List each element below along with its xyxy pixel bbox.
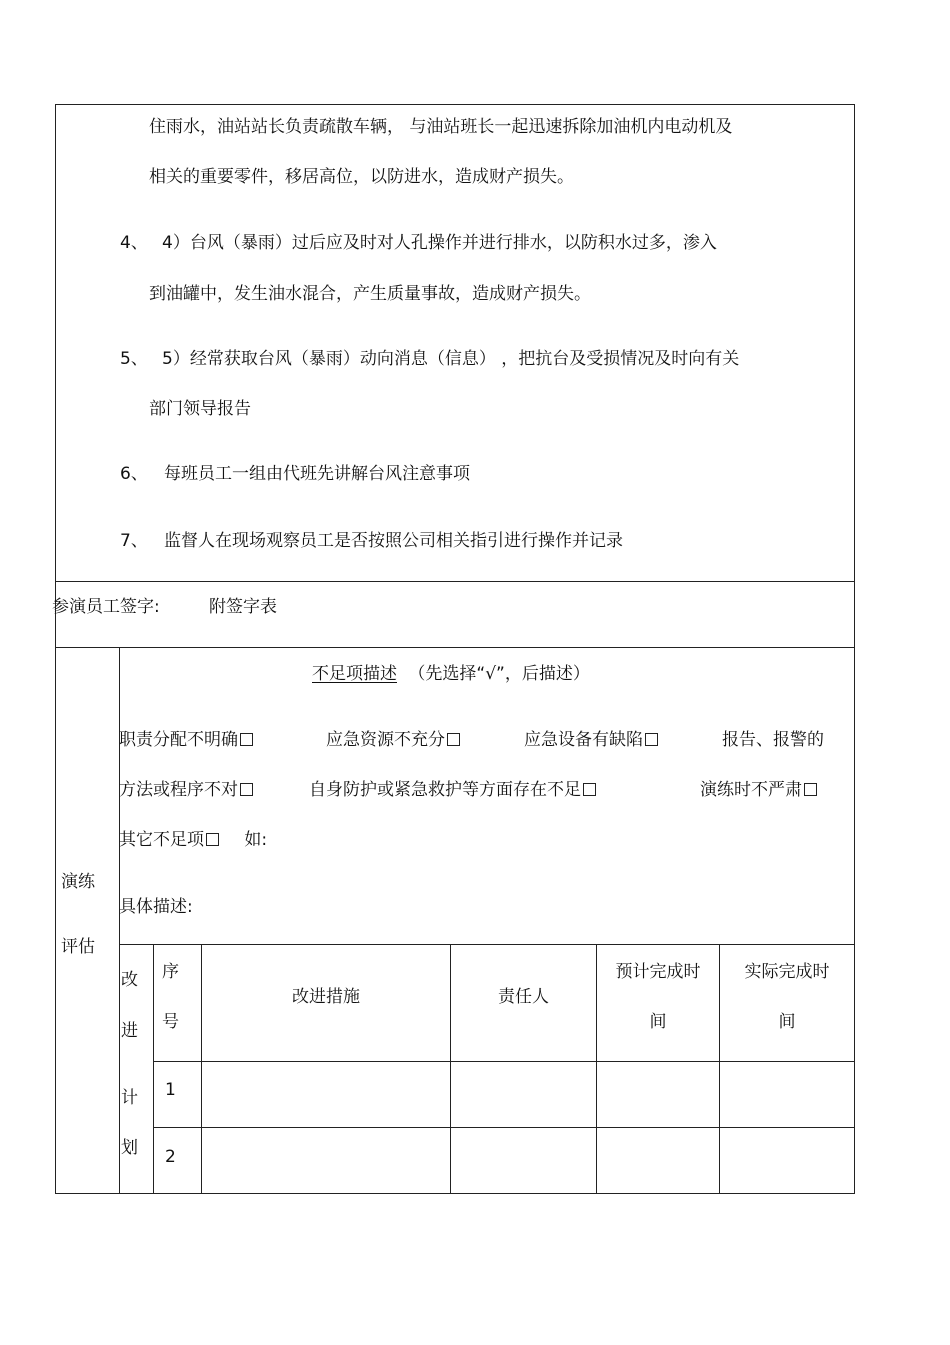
plan-header-divider	[153, 1061, 855, 1062]
row-1-owner-cell[interactable]	[458, 1080, 588, 1100]
plan-side-label-2: 进	[121, 1021, 138, 1041]
option-not-serious[interactable]	[700, 780, 817, 800]
option-reporting-method[interactable]	[119, 780, 253, 800]
option-other-label: 其它不足项	[119, 830, 204, 850]
plan-measures-divider	[450, 944, 451, 1194]
step-7-number: 7、	[120, 531, 148, 551]
table-right-border	[854, 104, 855, 1194]
option-reporting-line-1: 报告、报警的	[722, 730, 824, 750]
step-5-line-2: 部门领导报告	[149, 399, 251, 419]
step-5-number: 5、	[120, 349, 148, 369]
deficiency-title-text: 不足项描述	[312, 664, 397, 684]
header-planned-line-2: 间	[649, 1012, 667, 1032]
row-1-actual-cell[interactable]	[727, 1080, 847, 1100]
option-equipment-defects[interactable]	[524, 730, 658, 750]
step-4-number: 4、	[120, 233, 148, 253]
row-1-seq: 1	[165, 1080, 176, 1100]
option-equipment-defects-checkbox[interactable]	[645, 733, 658, 746]
header-measures: 改进措施	[292, 987, 360, 1007]
steps-row-divider	[55, 581, 855, 582]
option-insufficient-resources-checkbox[interactable]	[447, 733, 460, 746]
option-self-protection-checkbox[interactable]	[583, 783, 596, 796]
table-left-border	[55, 104, 56, 1194]
deficiency-hint: （先选择“√”，后描述）	[408, 664, 590, 684]
option-equipment-defects-label: 应急设备有缺陷	[524, 730, 643, 750]
row-2-seq: 2	[165, 1147, 176, 1167]
table-bottom-border	[55, 1193, 855, 1194]
option-unclear-duties[interactable]	[119, 730, 253, 750]
option-self-protection-label: 自身防护或紧急救护等方面存在不足	[309, 780, 581, 800]
option-reporting-method-checkbox[interactable]	[240, 783, 253, 796]
option-self-protection[interactable]	[309, 780, 596, 800]
header-planned-line-1: 预计完成时	[615, 962, 701, 982]
row-2-planned-cell[interactable]	[604, 1147, 712, 1167]
option-insufficient-resources[interactable]	[326, 730, 460, 750]
evaluation-row-label-1: 演练	[61, 872, 95, 892]
option-other-checkbox[interactable]	[206, 833, 219, 846]
header-actual-line-1: 实际完成时	[744, 962, 830, 982]
plan-seq-divider	[201, 944, 202, 1194]
option-reporting-method-label: 方法或程序不对	[119, 780, 238, 800]
evaluation-row-label-2: 评估	[61, 937, 95, 957]
plan-side-divider	[153, 944, 154, 1194]
detail-description-label: 具体描述:	[119, 897, 193, 917]
plan-table-top-border	[119, 944, 855, 945]
step-3-continuation-line-2: 相关的重要零件，移居高位，以防进水，造成财产损失。	[149, 167, 574, 187]
header-owner: 责任人	[498, 987, 549, 1007]
step-6-text: 每班员工一组由代班先讲解台风注意事项	[164, 464, 470, 484]
row-1-planned-cell[interactable]	[604, 1080, 712, 1100]
option-insufficient-resources-label: 应急资源不充分	[326, 730, 445, 750]
row-2-actual-cell[interactable]	[727, 1147, 847, 1167]
option-other[interactable]	[119, 830, 267, 850]
deficiency-title	[312, 664, 590, 684]
option-other-suffix: 如:	[244, 830, 268, 850]
table-top-border	[55, 104, 855, 105]
header-seq-line-1: 序	[162, 962, 179, 982]
signature-value: 附签字表	[209, 597, 277, 617]
option-not-serious-checkbox[interactable]	[804, 783, 817, 796]
option-unclear-duties-label: 职责分配不明确	[119, 730, 238, 750]
plan-side-label-4: 划	[121, 1138, 138, 1158]
header-actual-line-2: 间	[778, 1012, 796, 1032]
signature-label: 参演员工签字:	[52, 597, 160, 617]
header-seq-line-2: 号	[162, 1012, 179, 1032]
step-5-line-1: 5）经常获取台风（暴雨）动向消息（信息） ，把抗台及受损情况及时向有关	[162, 349, 740, 369]
step-4-line-1: 4）台风（暴雨）过后应及时对人孔操作并进行排水，以防积水过多，渗入	[162, 233, 717, 253]
plan-side-label-3: 计	[121, 1088, 138, 1108]
row-2-measures-cell[interactable]	[210, 1147, 442, 1167]
step-7-text: 监督人在现场观察员工是否按照公司相关指引进行操作并记录	[164, 531, 623, 551]
step-3-continuation-line-1: 住雨水，油站站长负责疏散车辆， 与油站班长一起迅速拆除加油机内电动机及	[149, 117, 733, 137]
signature-row-divider	[55, 647, 855, 648]
step-4-line-2: 到油罐中，发生油水混合，产生质量事故，造成财产损失。	[149, 284, 591, 304]
plan-side-label-1: 改	[121, 970, 138, 990]
step-6-number: 6、	[120, 464, 148, 484]
row-1-measures-cell[interactable]	[210, 1080, 442, 1100]
option-unclear-duties-checkbox[interactable]	[240, 733, 253, 746]
row-2-owner-cell[interactable]	[458, 1147, 588, 1167]
plan-row-divider	[153, 1127, 855, 1128]
option-not-serious-label: 演练时不严肃	[700, 780, 802, 800]
